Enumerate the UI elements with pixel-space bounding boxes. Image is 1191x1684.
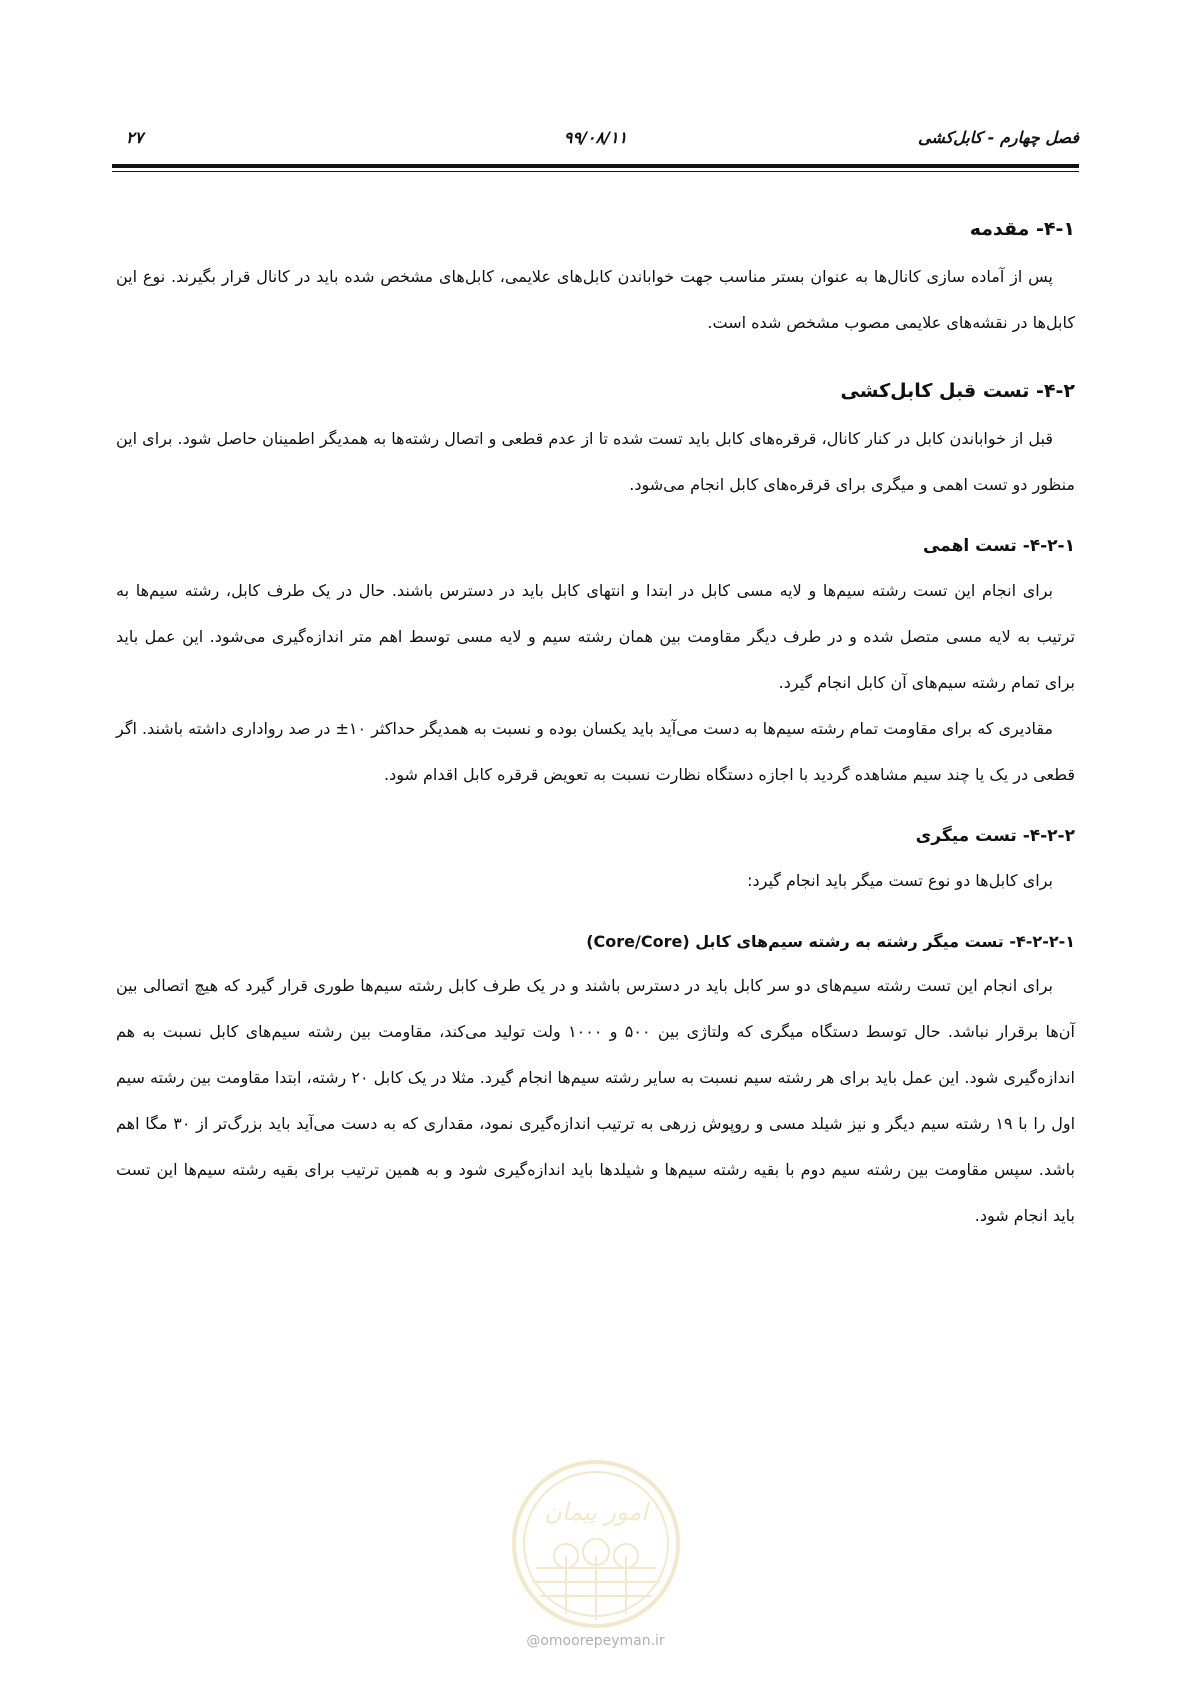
chapter-title: فصل چهارم - کابل‌کشی bbox=[917, 128, 1079, 147]
section-heading: ۴-۱- مقدمه bbox=[969, 218, 1075, 240]
section-heading: ۴-۲- تست قبل کابل‌کشی bbox=[840, 380, 1075, 402]
page-number: ۲۷ bbox=[126, 128, 144, 147]
subsection-heading: ۴-۲-۲-۱- تست میگر رشته به رشته سیم‌های کابل (Core/Core) bbox=[586, 932, 1075, 951]
document-body bbox=[116, 218, 1075, 1239]
paragraph: قبل از خواباندن کابل در کنار کانال، قرقره‌های کابل باید تست شده تا از عدم قطعی و اتصال رشته‌ها به همدیگر اطمینان حاصل شود. برای این منظور دو تست اهمی و میگری برای قرقره‌های کابل انجام می‌شود. bbox=[116, 429, 1075, 494]
document-date: ۹۹/۰۸/۱۱ bbox=[563, 128, 628, 147]
section-introduction bbox=[116, 218, 1075, 346]
paragraph: برای انجام این تست رشته سیم‌ها و لایه مسی کابل در ابتدا و انتهای کابل باید در دسترس باشند. حال در یک طرف کابل، رشته سیم‌ها به ترتیب به لایه مسی متصل شده و در طرف دیگر مقاومت بین همان رشته سیم و لایه مسی توسط اهم متر اندازه‌گیری می‌شود. این عمل باید برای تمام رشته سیم‌های آن کابل انجام گیرد. bbox=[116, 581, 1075, 692]
watermark-url: @omoorepeyman.ir bbox=[526, 1633, 665, 1649]
section-ohmic-test bbox=[116, 536, 1075, 798]
paragraph: برای انجام این تست رشته سیم‌های دو سر کابل باید در دسترس باشند و در یک طرف کابل رشته سیم‌ها طوری قرار گیرد که هیچ اتصالی بین آن‌ها برقرار نباشد. حال توسط دستگاه میگری که ولتاژی بین ۵۰۰ و ۱۰۰۰ ولت تولید می‌کند، مقاومت بین رشته سیم‌های کابل نسبت به هم اندازه‌گیری شود. این عمل باید برای هر رشته سیم نسبت به سایر رشته سیم‌ها انجام گیرد. مثلا در یک کابل ۲۰ رشته، ابتدا مقاومت بین رشته سیم اول را با ۱۹ رشته سیم دیگر و نیز شیلد مسی و روپوش زرهی به ترتیب اندازه‌گیری نمود، مقداری که به دست می‌آید باید بزرگ‌تر از ۳۰ مگا اهم باشد. سپس مقاومت بین رشته سیم دوم با بقیه رشته سیم‌ها و شیلدها باید اندازه‌گیری شود و به همین ترتیب برای بقیه رشته سیم‌ها این تست باید انجام شود. bbox=[116, 976, 1076, 1225]
paragraph: برای کابل‌ها دو نوع تست میگر باید انجام گیرد: bbox=[747, 871, 1053, 890]
header-rule-thin bbox=[112, 171, 1079, 172]
paragraph: پس از آماده سازی کانال‌ها به عنوان بستر مناسب جهت خواباندن کابل‌های علایمی، کابل‌های مشخص شده باید در کانال قرار بگیرند. نوع این کابل‌ها در نقشه‌های علایمی مصوب مشخص شده است. bbox=[116, 267, 1075, 332]
watermark-logo-text: امور پیمان bbox=[544, 1498, 648, 1526]
header-rule-thick bbox=[112, 164, 1079, 168]
subsection-heading: ۴-۲-۱- تست اهمی bbox=[922, 536, 1075, 556]
section-megger-test bbox=[116, 826, 1075, 904]
page-header bbox=[112, 128, 1079, 154]
section-pre-cabling-test bbox=[116, 380, 1075, 508]
paragraph: مقادیری که برای مقاومت تمام رشته سیم‌ها به دست می‌آید باید یکسان بوده و نسبت به همدیگر حداکثر ۱۰± در صد رواداری داشته باشند. اگر قطعی در یک یا چند سیم مشاهده گردید با اجازه دستگاه نظارت نسبت به تعویض قرقره کابل اقدام شود. bbox=[116, 719, 1075, 784]
section-core-core-test bbox=[116, 932, 1075, 1239]
subsection-heading: ۴-۲-۲- تست میگری bbox=[915, 826, 1075, 846]
watermark-logo bbox=[510, 1458, 682, 1630]
